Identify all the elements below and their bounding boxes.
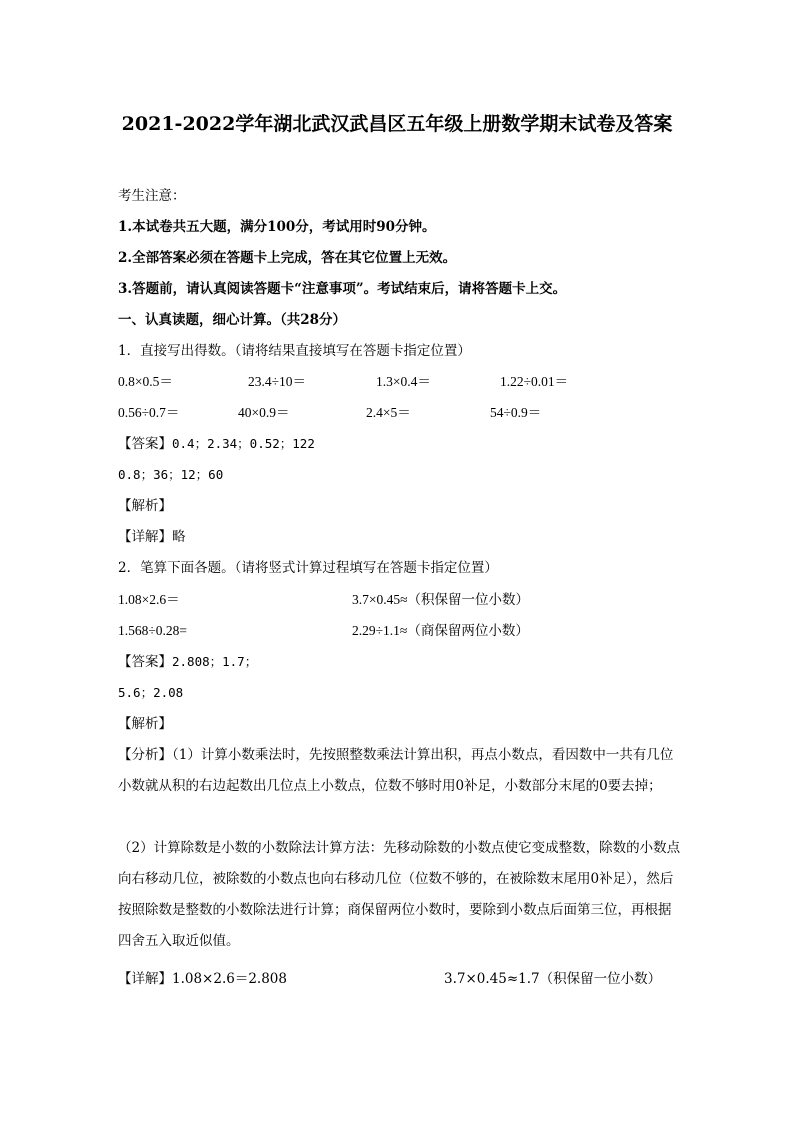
detail-text: 略 (172, 529, 186, 545)
q2-problem: 1.568÷0.28= (118, 623, 188, 638)
notice-item-2: 2.全部答案必须在答题卡上完成，答在其它位置上无效。 (118, 250, 457, 266)
q2-analysis-paragraph-1 (118, 740, 684, 802)
q1-problem: 54÷0.9＝ (490, 405, 542, 420)
answer-values: 2.808；1.7； (172, 654, 258, 669)
notice-item-1: 1.本试卷共五大题，满分100分，考试用时90分钟。 (118, 219, 436, 235)
q1-problem: 1.22÷0.01＝ (500, 374, 569, 389)
notice-heading: 考生注意： (118, 188, 186, 204)
answer-label: 【答案】 (118, 654, 172, 670)
q2-problem: 3.7×0.45≈（积保留一位小数） (352, 592, 530, 607)
answer-label: 【答案】 (118, 436, 172, 452)
q2-analysis-label: 【解析】 (118, 716, 172, 732)
q2-answer-continued: 5.6；2.08 (118, 685, 184, 700)
q2-detail-left (118, 969, 287, 989)
notice-item-3: 3.答题前，请认真阅读答题卡“注意事项”。考试结束后，请将答题卡上交。 (118, 281, 567, 297)
page-title: 2021-2022学年湖北武汉武昌区五年级上册数学期末试卷及答案 (121, 113, 673, 135)
fenxi-text: （1）计算小数乘法时，先按照整数乘法计算出积，再点小数点，看因数中一共有几位小数就从积的右边起数出几位点上小数点，位数不够时用0补足，小数部分末尾的0要去掉； (118, 747, 674, 794)
q1-problem: 0.8×0.5＝ (118, 374, 173, 389)
q1-answer-continued: 0.8；36；12；60 (118, 467, 224, 482)
question-2-prompt: 2．笔算下面各题。（请将竖式计算过程填写在答题卡指定位置） (118, 560, 498, 576)
q2-problem: 1.08×2.6＝ (118, 592, 180, 607)
section-heading: 一、认真读题，细心计算。（共28分） (118, 312, 347, 328)
detail-label: 【详解】 (118, 971, 172, 987)
q1-problem: 40×0.9＝ (238, 405, 290, 420)
q1-analysis-label: 【解析】 (118, 498, 172, 514)
detail-label: 【详解】 (118, 529, 172, 545)
q2-answer (118, 652, 257, 672)
question-1-prompt: 1．直接写出得数。（请将结果直接填写在答题卡指定位置） (118, 343, 471, 359)
q1-answer (118, 434, 315, 454)
answer-values: 0.4；2.34；0.52；122 (172, 436, 315, 451)
q1-problem: 2.4×5＝ (366, 405, 411, 420)
q2-analysis-paragraph-2: （2）计算除数是小数的小数除法计算方法：先移动除数的小数点使它变成整数，除数的小数点向右移动几位，被除数的小数点也向右移动几位（位数不够的，在被除数末尾用0补足），然后按照除数是整数的小数除法进行计算；商保留两位小数时，要除到小数点后面第三位，再根据四舍五入取近似值。 (118, 840, 681, 949)
q2-problem: 2.29÷1.1≈（商保留两位小数） (352, 623, 529, 638)
detail-text: 1.08×2.6＝2.808 (172, 971, 287, 987)
q1-detail (118, 527, 186, 547)
q1-problem: 0.56÷0.7＝ (118, 405, 180, 420)
fenxi-label: 【分析】 (118, 747, 172, 763)
q1-problem: 23.4÷10＝ (248, 374, 307, 389)
q1-problem: 1.3×0.4＝ (376, 374, 431, 389)
q2-detail-right: 3.7×0.45≈1.7（积保留一位小数） (444, 971, 662, 987)
